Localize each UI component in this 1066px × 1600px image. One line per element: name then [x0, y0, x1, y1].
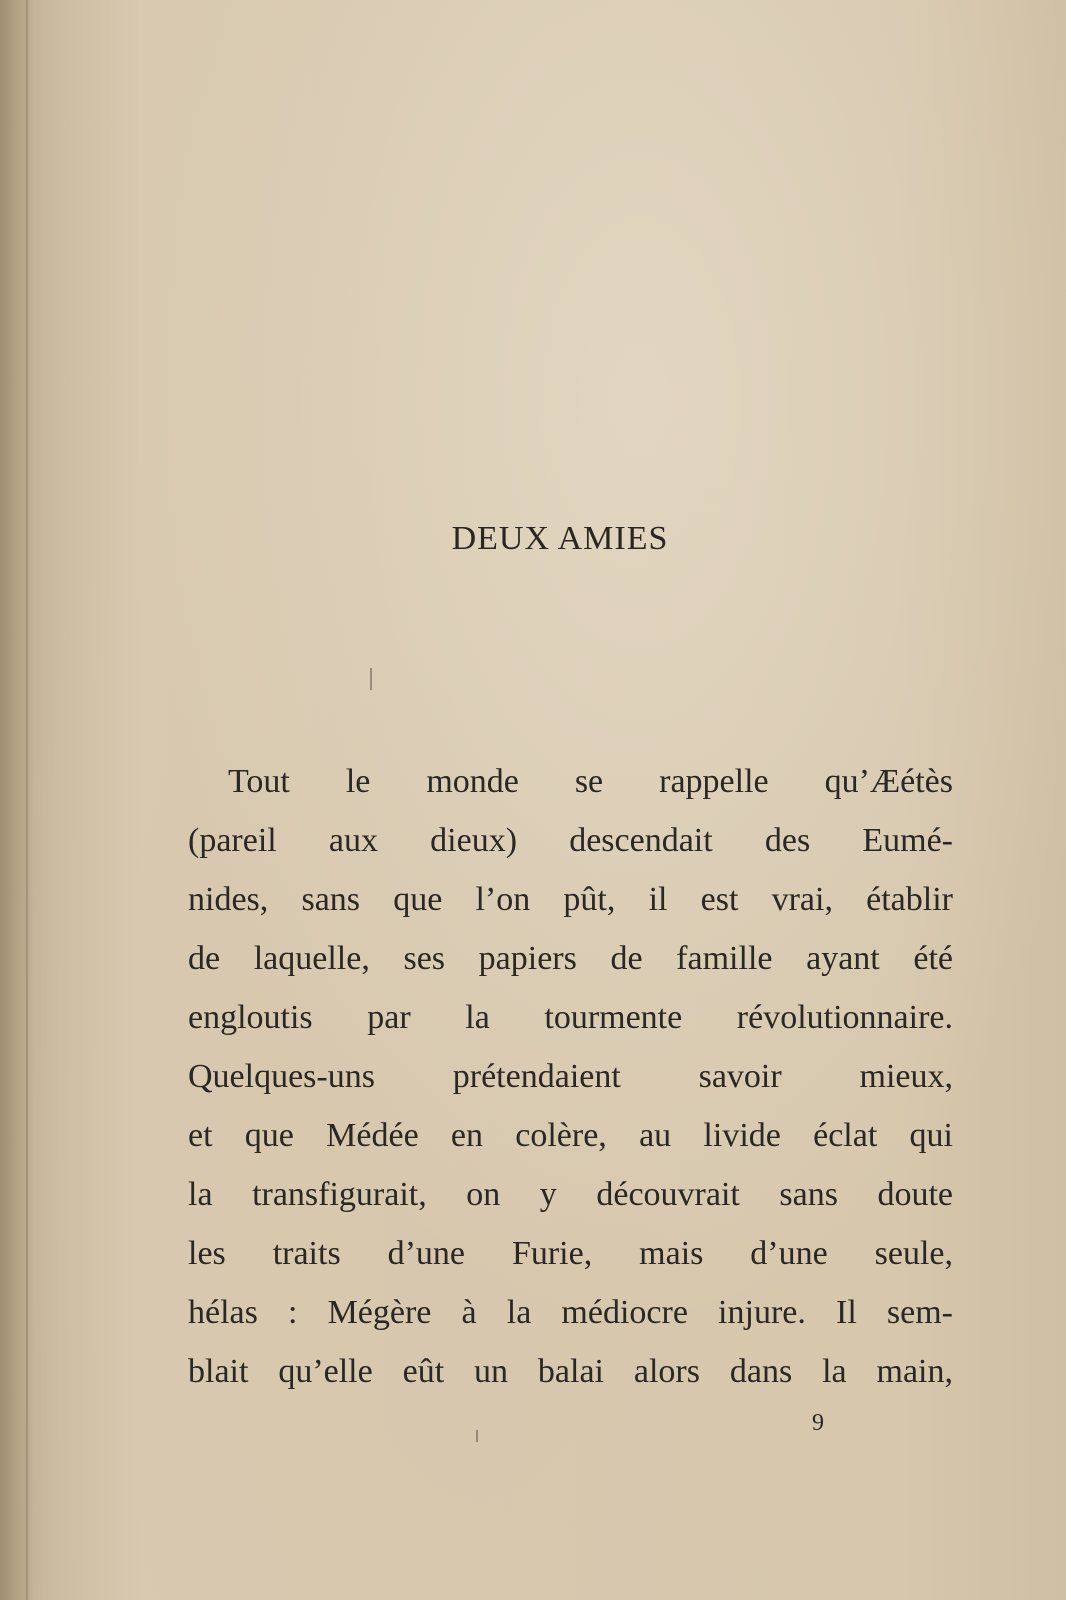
- gutter-fold-line: [26, 0, 28, 1600]
- text-line: Tout le monde se rappelle qu’Æétès: [228, 763, 953, 800]
- text-line: la transfigurait, on y découvrait sans doute: [188, 1176, 953, 1213]
- page-gutter: [0, 0, 34, 1600]
- text-line: de laquelle, ses papiers de famille ayant été: [188, 940, 953, 977]
- text-line: hélas : Mégère à la médiocre injure. Il sem-: [188, 1294, 953, 1331]
- paragraph: [188, 752, 953, 1401]
- text-line: les traits d’une Furie, mais d’une seule,: [188, 1235, 953, 1272]
- text-line: et que Médée en colère, au livide éclat qui: [188, 1117, 953, 1154]
- text-line: engloutis par la tourmente révolutionnaire.: [188, 999, 953, 1036]
- chapter-title: DEUX AMIES: [451, 520, 669, 557]
- text-line: blait qu’elle eût un balai alors dans la main,: [188, 1353, 953, 1390]
- text-line: (pareil aux dieux) descendait des Eumé-: [188, 822, 953, 859]
- paper-speck: [476, 1430, 478, 1442]
- text-line: nides, sans que l’on pût, il est vrai, établir: [188, 881, 953, 918]
- text-line: Quelques-uns prétendaient savoir mieux,: [188, 1058, 953, 1095]
- page-number: 9: [812, 1410, 824, 1436]
- paper-speck: [370, 668, 372, 690]
